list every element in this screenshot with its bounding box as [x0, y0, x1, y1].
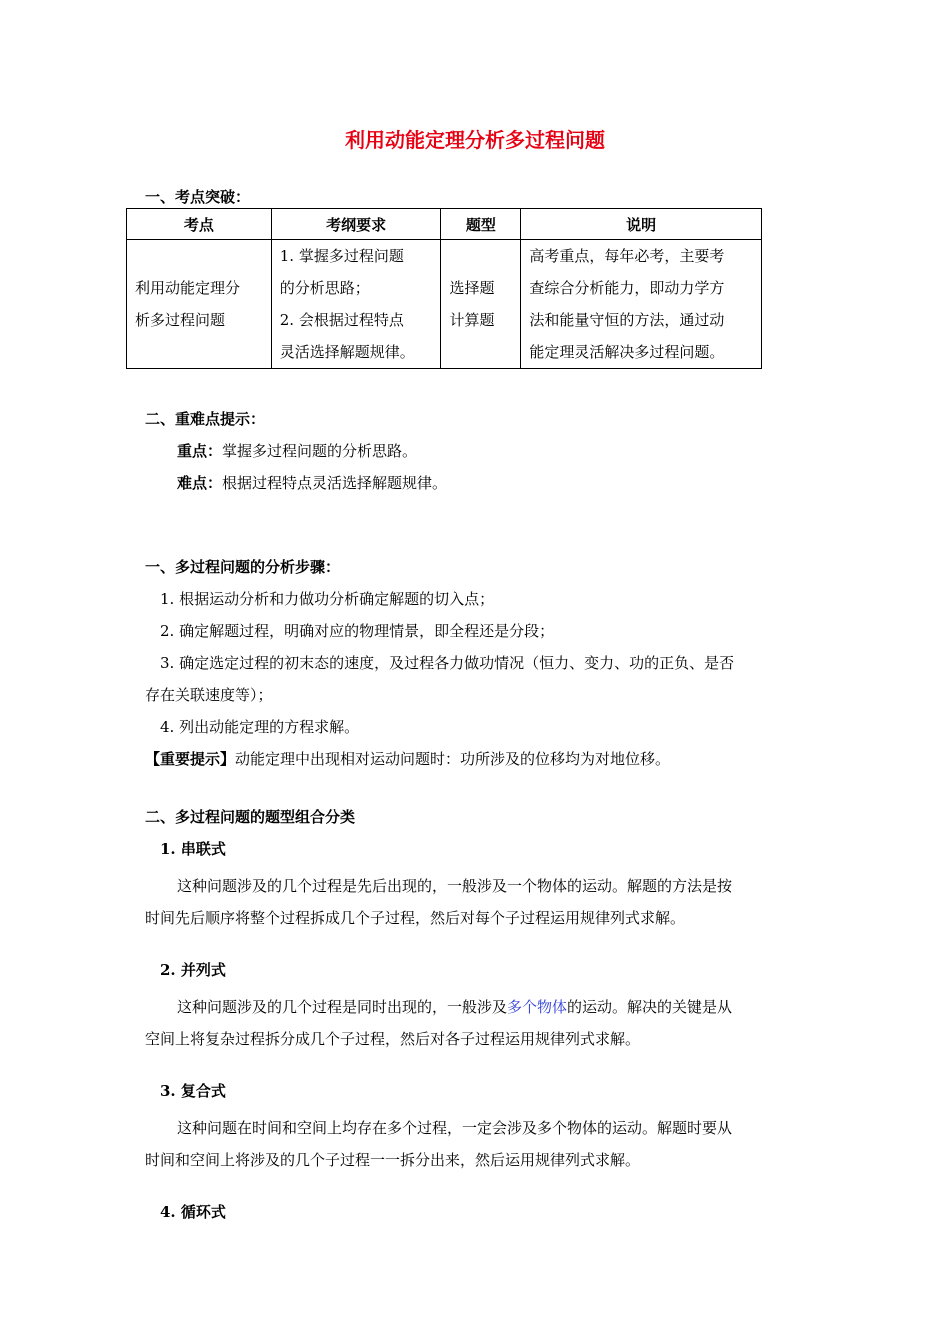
- type-title-compound: 3. 复合式: [160, 1082, 226, 1100]
- cell-line: 2. 会根据过程特点: [279, 311, 404, 329]
- section-heading-zhongnandian: 二、重难点提示：: [145, 410, 266, 428]
- paragraph-line: 这种问题在时间和空间上均存在多个过程，一定会涉及多个物体的运动。解题时要从: [177, 1119, 733, 1137]
- page-title: 利用动能定理分析多过程问题: [345, 128, 605, 152]
- table-cell-requirement: [271, 240, 441, 369]
- paragraph-line: 空间上将复杂过程拆分成几个子过程，然后对各子过程运用规律列式求解。: [145, 1030, 641, 1048]
- table-header-row: [127, 209, 762, 240]
- important-tip-label: 【重要提示】: [145, 750, 236, 768]
- table-cell-topic: [127, 240, 272, 369]
- type-desc-compound: [145, 1112, 807, 1176]
- paragraph-line: [145, 991, 807, 1023]
- difficult-point-text: 根据过程特点灵活选择解题规律。: [222, 474, 448, 492]
- key-point-text: 掌握多过程问题的分析思路。: [222, 442, 418, 460]
- list-item: 1. 根据运动分析和力做功分析确定解题的切入点；: [160, 590, 495, 608]
- table-header: 考纲要求: [271, 209, 441, 240]
- cell-line: 析多过程问题: [135, 311, 226, 329]
- type-title-parallel: 2. 并列式: [160, 961, 226, 979]
- paragraph-line: 时间和空间上将涉及的几个子过程一一拆分出来，然后运用规律列式求解。: [145, 1151, 641, 1169]
- cell-line: 法和能量守恒的方法，通过动: [529, 311, 725, 329]
- cell-line: 利用动能定理分: [135, 279, 241, 297]
- list-item: 2. 确定解题过程，明确对应的物理情景，即全程还是分段；: [160, 622, 555, 640]
- steps-heading: 一、多过程问题的分析步骤：: [145, 558, 341, 576]
- type-title-series: 1. 串联式: [160, 840, 226, 858]
- type-desc-series: [145, 870, 807, 934]
- table-row: [127, 240, 762, 369]
- key-point: [177, 440, 417, 461]
- list-item-continued: 存在关联速度等）；: [145, 686, 273, 704]
- list-item: 4. 列出动能定理的方程求解。: [160, 718, 360, 736]
- text-span: 的运动。解决的关键是从: [567, 998, 733, 1016]
- kaodian-table: [126, 208, 762, 369]
- key-point-label: 重点：: [177, 442, 223, 460]
- text-span: 这种问题涉及的几个过程是同时出现的，一般涉及: [177, 998, 508, 1016]
- cell-line: 高考重点，每年必考，主要考: [529, 247, 725, 265]
- multi-object-link[interactable]: 多个物体: [507, 998, 568, 1016]
- cell-line: 的分析思路；: [279, 279, 370, 297]
- difficult-point: [177, 472, 447, 493]
- difficult-point-label: 难点：: [177, 474, 223, 492]
- paragraph-line: 时间先后顺序将整个过程拆成几个子过程，然后对每个子过程运用规律列式求解。: [145, 909, 686, 927]
- table-header: 考点: [127, 209, 272, 240]
- cell-line: 灵活选择解题规律。: [279, 343, 415, 361]
- cell-line: 选择题: [449, 279, 495, 297]
- section-heading-kaodian: 一、考点突破：: [145, 188, 251, 206]
- table-header: 题型: [441, 209, 521, 240]
- table-cell-type: [441, 240, 521, 369]
- type-title-cyclic: 4. 循环式: [160, 1203, 226, 1221]
- important-tip: [145, 748, 670, 769]
- table-header: 说明: [521, 209, 762, 240]
- cell-line: 1. 掌握多过程问题: [279, 247, 404, 265]
- list-item: 3. 确定选定过程的初末态的速度，及过程各力做功情况（恒力、变力、功的正负、是否: [160, 654, 735, 672]
- important-tip-text: 动能定理中出现相对运动问题时：功所涉及的位移均为对地位移。: [235, 750, 671, 768]
- cell-line: 查综合分析能力，即动力学方: [529, 279, 725, 297]
- type-desc-parallel: [145, 991, 807, 1055]
- paragraph-line: 这种问题涉及的几个过程是先后出现的，一般涉及一个物体的运动。解题的方法是按: [177, 877, 733, 895]
- cell-line: 能定理灵活解决多过程问题。: [529, 343, 725, 361]
- types-heading: 二、多过程问题的题型组合分类: [145, 808, 356, 826]
- cell-line: 计算题: [449, 311, 495, 329]
- table-cell-note: [521, 240, 762, 369]
